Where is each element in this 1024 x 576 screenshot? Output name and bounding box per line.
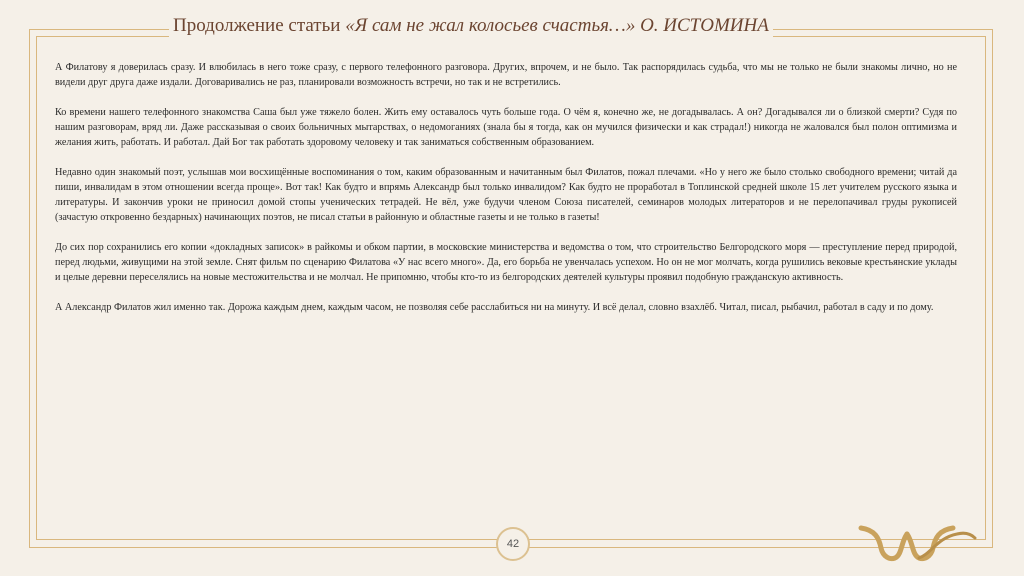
paragraph-3: Недавно один знакомый поэт, услышав мои восхищённые воспоминания о том, каким образованным и начитанным был Филатов, пожал плечами. «Но у него же было столько свободного времени; читай да пиши, инвалидам в этом отношении всегда проще». Вот так! Как будто и впрямь Александр был только инвалидом? Как будто не проработал в Топлинской средней школе 15 лет учителем русского языка и литературы. И закончив уроки не приносил домой стопы ученических тетрадей. Не вёл, уже будучи членом Союза писателей, семинаров молодых литераторов и не перелопачивал груды рукописей (зачастую откровенно бездарных) начинающих поэтов, не писал статьи в районную и областные газеты и не только в газеты!	[55, 167, 957, 223]
paragraph-5: А Александр Филатов жил именно так. Дорожа каждым днем, каждым часом, не позволяя себе расслабиться ни на минуту. И всё делал, словно взахлёб. Читал, писал, рыбачил, работал в саду и по дому.	[55, 302, 934, 313]
ornament-stroke	[919, 533, 975, 558]
article-text	[55, 60, 957, 330]
page-number-badge	[496, 527, 530, 561]
paragraph-1: А Филатову я доверилась сразу. И влюбилась в него тоже сразу, с первого телефонного разговора. Других, впрочем, и не было. Так распорядилась судьба, что мы не только не были знакомы лично, но не видели друг друга даже издали. Договаривались не раз, планировали возможность встречи, но так и не встретились.	[55, 62, 957, 88]
title-italic: «Я сам не жал колосьев счастья…» О. ИСТОМИНА	[345, 15, 769, 36]
paragraph-2: Ко времени нашего телефонного знакомства Саша был уже тяжело болен. Жить ему оставалось чуть больше года. О чём я, конечно же, не догадывалась. А он? Догадывался ли о близкой смерти? Судя по нашим разговорам, вряд ли. Даже рассказывая о своих больничных мытарствах, о недомоганиях (знала бы я тогда, как он мучился физически и как страдал!) никогда не жаловался был полон оптимизма и желания жить, работать. И работал. Дай Бог так работать здоровому человеку и так заниматься собственным образованием.	[55, 107, 957, 148]
page-number: 42	[506, 538, 520, 550]
paragraph-4: До сих пор сохранились его копии «докладных записок» в райкомы и обком партии, в московские министерства и ведомства о том, что строительство Белгородского моря — преступление перед природой, перед людьми, живущими на этой земле. Снят фильм по сценарию Филатова «У нас всего много». Да, его борьба не увенчалась успехом. Но он не мог молчать, когда рушились вековые крестьянские уклады и целые деревни переселялись на новые местожительства и не молчал. Не припомню, чтобы кто-то из белгородских деятелей культуры проявил подобную гражданскую активность.	[55, 242, 957, 283]
ornament-stroke	[907, 528, 953, 559]
ornament-stroke	[861, 528, 907, 559]
slide-title	[169, 13, 773, 39]
title-prefix: Продолжение статьи	[173, 15, 346, 36]
decorative-ornament-icon	[857, 524, 977, 564]
